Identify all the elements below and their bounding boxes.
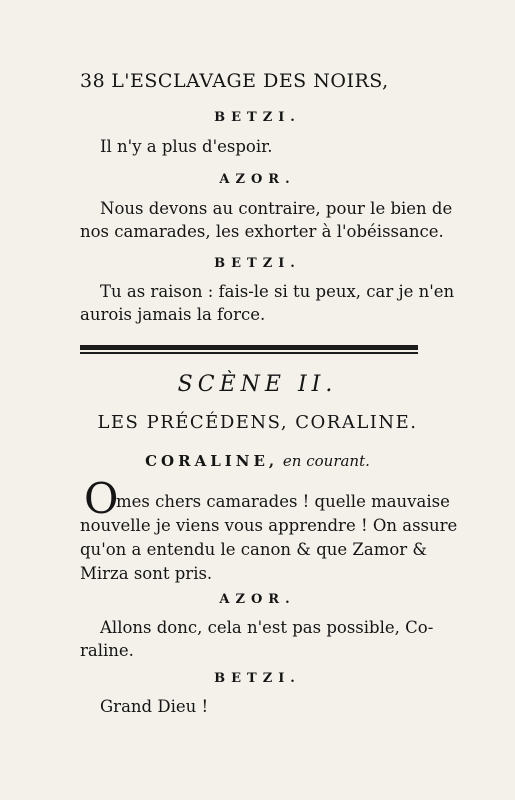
scene-title: SCÈNE II. (177, 372, 338, 397)
drop-capital: O (84, 474, 119, 523)
speaker-betzi-2: BETZI. (214, 256, 301, 271)
dialogue-line: Mirza sont pris. (80, 564, 213, 583)
speaker-name: CORALINE, (145, 452, 279, 470)
dialogue-line: qu'on a entendu le canon & que Zamor & (80, 540, 428, 559)
dialogue-line: Tu as raison : fais-le si tu peux, car je n'en (100, 282, 455, 301)
running-title: L'ESCLAVAGE DES NOIRS, (111, 70, 389, 92)
dialogue-line: aurois jamais la force. (80, 305, 266, 324)
dialogue-line: raline. (80, 641, 134, 660)
speaker-betzi-1: BETZI. (214, 110, 301, 125)
dialogue-line: nouvelle je viens vous apprendre ! On assure (80, 516, 458, 535)
page-number: 38 (80, 70, 106, 92)
dialogue-line: Il n'y a plus d'espoir. (100, 137, 273, 156)
dialogue-line: mes chers camarades ! quelle mauvaise (116, 492, 450, 511)
speaker-betzi-3: BETZI. (214, 671, 301, 686)
dialogue-line: Nous devons au contraire, pour le bien de (100, 199, 453, 218)
running-header (80, 70, 420, 92)
speaker-azor-2: AZOR. (219, 592, 296, 607)
dialogue-line: Grand Dieu ! (100, 697, 209, 716)
dialogue-line: nos camarades, les exhorter à l'obéissance. (80, 222, 444, 241)
scene-divider-rule (80, 345, 418, 355)
scene-characters: LES PRÉCÉDENS, CORALINE. (97, 412, 418, 433)
speaker-coraline (0, 452, 515, 470)
speaker-azor-1: AZOR. (219, 172, 296, 187)
dialogue-line: Allons donc, cela n'est pas possible, Co- (100, 618, 434, 637)
stage-direction: en courant. (282, 452, 370, 470)
